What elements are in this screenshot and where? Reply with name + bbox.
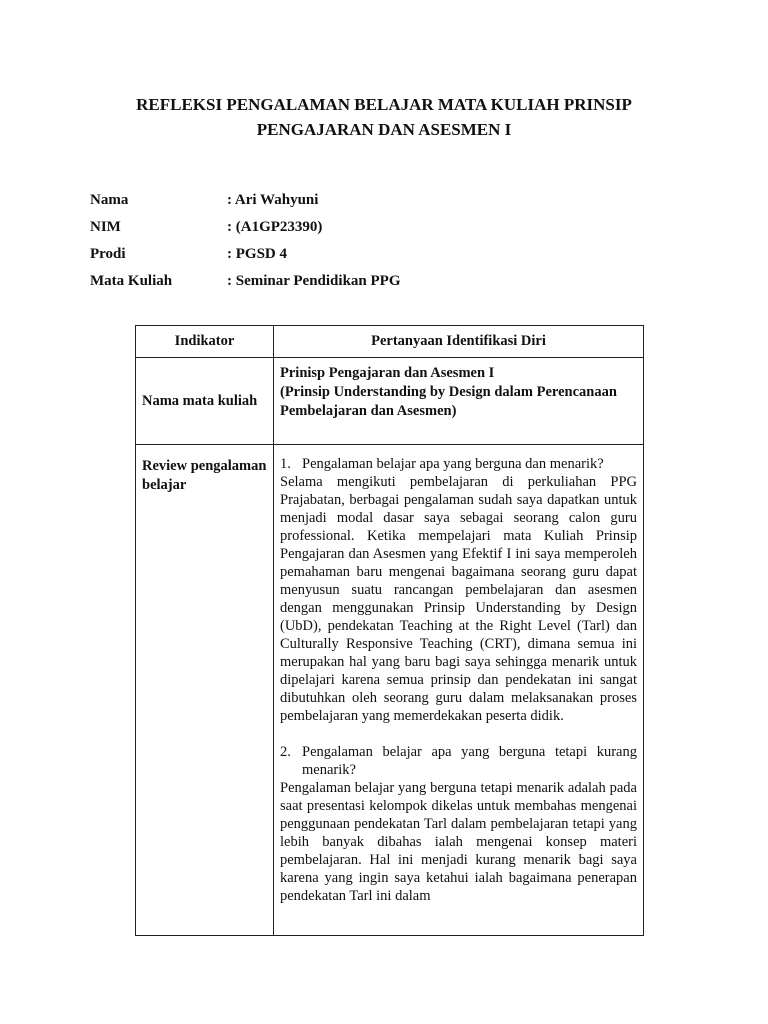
header-indikator: Indikator [136, 326, 274, 358]
question-number: 2. [280, 744, 291, 760]
meta-value: : Seminar Pendidikan PPG [227, 273, 401, 289]
question-text: Pengalaman belajar apa yang berguna dan menarik? [302, 456, 604, 472]
meta-value: : PGSD 4 [227, 246, 287, 262]
question-text: Pengalaman belajar apa yang berguna tetapi kurang menarik? [302, 744, 637, 778]
question-1 [280, 455, 637, 473]
title-line-1: REFLEKSI PENGALAMAN BELAJAR MATA KULIAH PRINSIP [136, 95, 632, 114]
meta-row-mata-kuliah [90, 271, 650, 298]
table-row [136, 358, 644, 445]
course-name: Prinisp Pengajaran dan Asesmen I [280, 365, 495, 381]
header-pertanyaan: Pertanyaan Identifikasi Diri [274, 326, 644, 358]
question-number: 1. [280, 456, 291, 472]
meta-label: NIM [90, 219, 121, 235]
meta-label: Prodi [90, 246, 126, 262]
review-cell [274, 445, 644, 936]
course-subtitle: (Prinsip Understanding by Design dalam Perencanaan Pembelajaran dan Asesmen) [280, 384, 617, 419]
review-content [280, 455, 637, 921]
answer-2: Pengalaman belajar yang berguna tetapi menarik adalah pada saat presentasi kelompok dikelas untuk membahas mengenai penggunaan pendekatan Tarl dalam pembelajaran tetapi yang lebih banyak dibahas ialah mengenai konsep materi pembelajaran. Hal ini menjadi kurang menarik bagi saya karena yang ingin saya ketahui ialah bagaimana penerapan pendekatan Tarl ini dalam [280, 780, 637, 904]
meta-row-nama [90, 190, 650, 217]
question-2 [280, 743, 637, 779]
meta-label: Mata Kuliah [90, 273, 173, 289]
meta-label: Nama [90, 192, 129, 208]
answer-1: Selama mengikuti pembelajaran di perkuliahan PPG Prajabatan, berbagai pengalaman sudah saya dapatkan untuk menjadi modal dasar saya sebagai seorang calon guru professional. Ketika mempelajari mata Kuliah Prinsip Pengajaran dan Asesmen yang Efektif I ini saya memperoleh pemahaman baru mengenai bagaimana seorang guru dapat menyusun suatu rancangan pembelajaran dan asesmen dengan menggunakan Prinsip Understanding by Design (UbD), pendekatan Teaching at the Right Level (Tarl) dan Culturally Responsive Teaching (CRT), dimana semua ini merupakan hal yang baru bagi saya sehingga menarik untuk dipelajari karena semua prinsip dan pendekatan ini sangat dibutuhkan oleh seorang guru dalam melaksanakan proses pembelajaran yang memerdekakan peserta didik. [280, 474, 637, 724]
row-label-review: Review pengalaman belajar [136, 445, 274, 936]
title-line-2: PENGAJARAN DAN ASESMEN I [256, 120, 512, 139]
reflection-table [135, 325, 644, 936]
row-label-course: Nama mata kuliah [136, 358, 274, 445]
document-title [0, 92, 768, 142]
table-header-row [136, 326, 644, 358]
spacer [280, 725, 637, 743]
identity-block [90, 190, 650, 298]
meta-row-prodi [90, 244, 650, 271]
meta-value: : (A1GP23390) [227, 219, 323, 235]
meta-value: : Ari Wahyuni [227, 192, 319, 208]
table-row [136, 445, 644, 936]
meta-row-nim [90, 217, 650, 244]
course-name-cell [274, 358, 644, 445]
